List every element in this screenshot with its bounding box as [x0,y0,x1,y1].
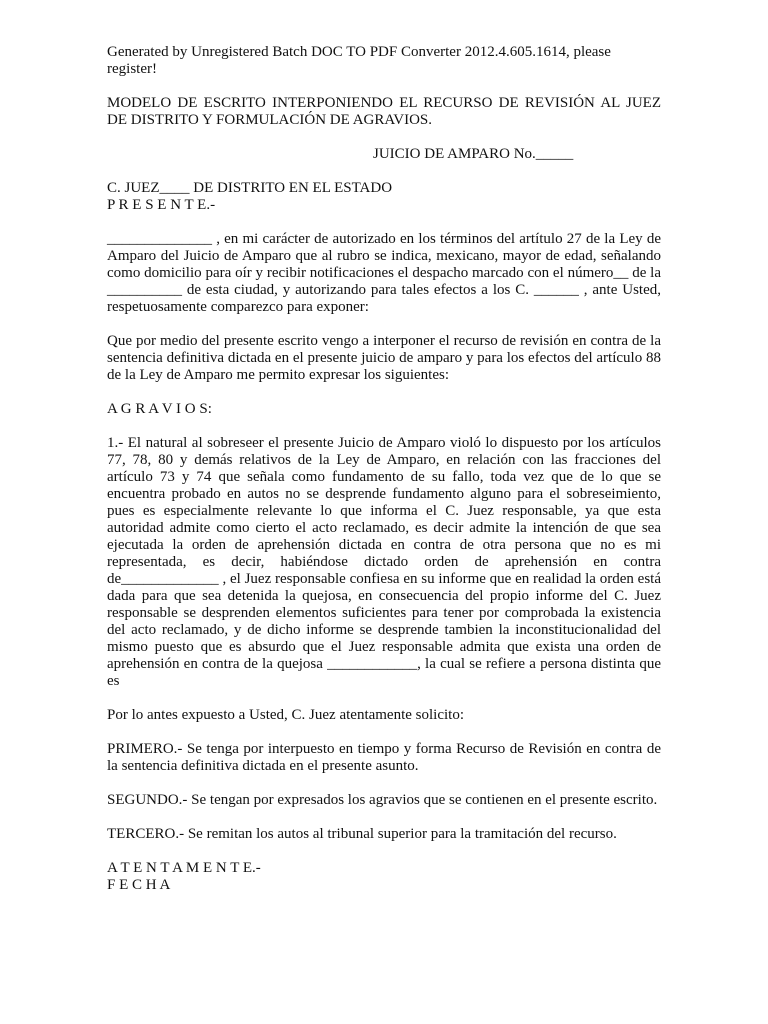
document-title: MODELO DE ESCRITO INTERPONIENDO EL RECURSO DE REVISIÓN AL JUEZ DE DISTRITO Y FORMULACIÓN DE AGRAVIOS. [107,95,661,128]
intro-paragraph: ______________ , en mi carácter de autorizado en los términos del artítulo 27 de la Ley de Amparo del Juicio de Amparo que al rubro se indica, mexicano, mayor de edad, señalando como domicilio para oír y recibir notificaciones el despacho marcado con el número__ de la __________ de esta ciudad, y autorizando para tales efectos a los C. ______ , ante Usted, respetuosamente comparezco para exponer: [107,231,661,315]
addressee-line: C. JUEZ____ DE DISTRITO EN EL ESTADO [107,180,393,196]
purpose-paragraph: Que por medio del presente escrito vengo a interponer el recurso de revisión en contra de la sentencia definitiva dictada en el presente juicio de amparo y para los efectos del artículo 88 de la Ley de Amparo me permito expresar los siguientes: [107,333,661,383]
presente-line: P R E S E N T E.- [107,197,216,213]
petition-primero: PRIMERO.- Se tenga por interpuesto en tiempo y forma Recurso de Revisión en contra de la sentencia definitiva dictada en el presente asunto. [107,741,661,774]
document-body [107,44,661,894]
request-intro: Por lo antes expuesto a Usted, C. Juez atentamente solicito: [107,707,464,723]
closing-atentamente: A T E N T A M E N T E.- [107,860,261,876]
converter-notice: Generated by Unregistered Batch DOC TO PDF Converter 2012.4.605.1614, please register! [107,44,611,77]
case-number-line: JUICIO DE AMPARO No._____ [373,146,574,162]
petition-segundo: SEGUNDO.- Se tengan por expresados los agravios que se contienen en el presente escrito. [107,792,658,808]
agravio-1-paragraph: 1.- El natural al sobreseer el presente Juicio de Amparo violó lo dispuesto por los artículos 77, 78, 80 y demás relativos de la Ley de Amparo, en relación con las fracciones del artículo 73 y 74 que señala como fundamento de su fallo, toda vez que de lo que se encuentra probado en autos no se desprende fundamento alguno para el sobreseimiento, pues es especialmente relevante lo que informa el C. Juez responsable, ya que esta autoridad admite como cierto el acto reclamado, es decir admite la intención de que sea ejecutada la orden de aprehensión dictada en contra de otra persona que no es mi representada, es decir, habiéndose dictado orden de aprehensión en contra de_____________ , el Juez responsable confiesa en su informe que en realidad la orden está dada para que sea detenida la quejosa, en consecuencia del propio informe del C. Juez responsable se desprenden elementos suficientes para tener por comprobada la existencia del acto reclamado, y de dicho informe se desprende tambien la inconstitucionalidad del mismo puesto que es absurdo que el Juez responsable admita que exista una orden de aprehensión en contra de la quejosa ____________, la cual se refiere a persona distinta que es [107,435,661,689]
closing-fecha: F E C H A [107,877,171,893]
petition-tercero: TERCERO.- Se remitan los autos al tribunal superior para la tramitación del recurso. [107,826,617,842]
agravios-heading: A G R A V I O S: [107,401,212,417]
